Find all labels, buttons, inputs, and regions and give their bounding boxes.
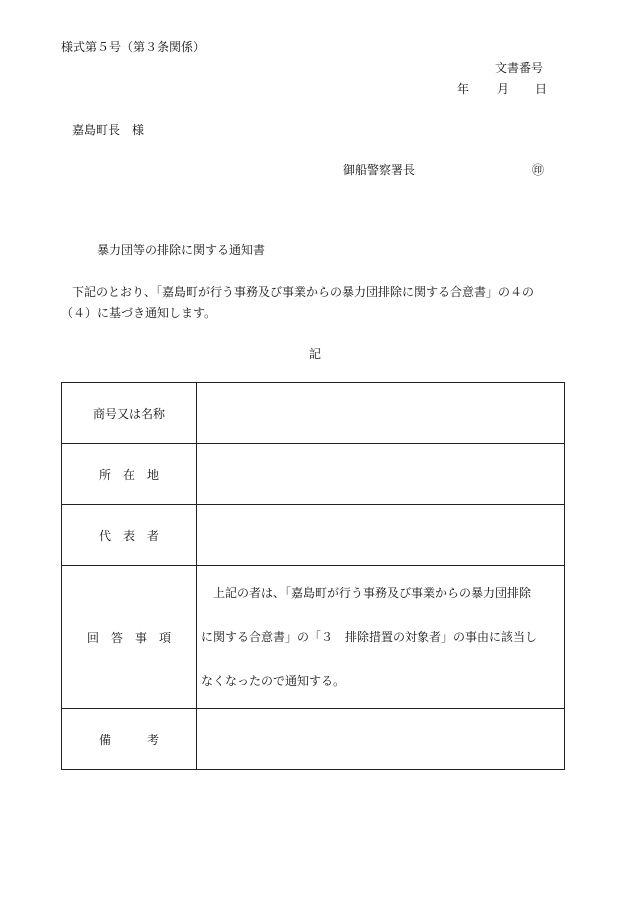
label-representative: 代 表 者: [62, 505, 197, 566]
answer-line-3: なくなったので通知する。: [201, 674, 346, 688]
value-address: [197, 444, 565, 505]
label-answer-items: 回 答 事 項: [62, 566, 197, 709]
table-row: [62, 444, 565, 505]
table-row: [62, 505, 565, 566]
table-row: [62, 383, 565, 444]
value-representative: [197, 505, 565, 566]
value-remarks: [197, 709, 565, 770]
label-address: 所 在 地: [62, 444, 197, 505]
details-table: [61, 382, 565, 770]
form-number: 様式第５号（第３条関係）: [61, 40, 206, 54]
label-remarks: 備 考: [62, 709, 197, 770]
sender-name: 御船警察署長: [343, 163, 416, 177]
answer-line-1: 上記の者は、「嘉島町が行う事務及び事業からの暴力団排除: [213, 586, 532, 600]
value-answer-items: [197, 566, 565, 709]
label-company-name: 商号又は名称: [62, 383, 197, 444]
date-year-label: 年: [457, 82, 470, 96]
seal-mark: ㊞: [532, 163, 545, 177]
table-row: [62, 566, 565, 709]
ki-heading: 記: [309, 347, 322, 361]
document-number-label: 文書番号: [495, 61, 544, 75]
intro-line-2: （４）に基づき通知します。: [61, 306, 217, 320]
table-row: [62, 709, 565, 770]
date-day-label: 日: [535, 82, 548, 96]
document-title: 暴力団等の排除に関する通知書: [97, 243, 266, 257]
date-month-label: 月: [497, 82, 510, 96]
answer-line-2: に関する合意書」の「３ 排除措置の対象者」の事由に該当し: [201, 630, 538, 644]
value-company-name: [197, 383, 565, 444]
addressee: 嘉島町長 様: [72, 123, 145, 137]
intro-line-1: 下記のとおり、「嘉島町が行う事務及び事業からの暴力団排除に関する合意書」の４の: [72, 285, 535, 299]
